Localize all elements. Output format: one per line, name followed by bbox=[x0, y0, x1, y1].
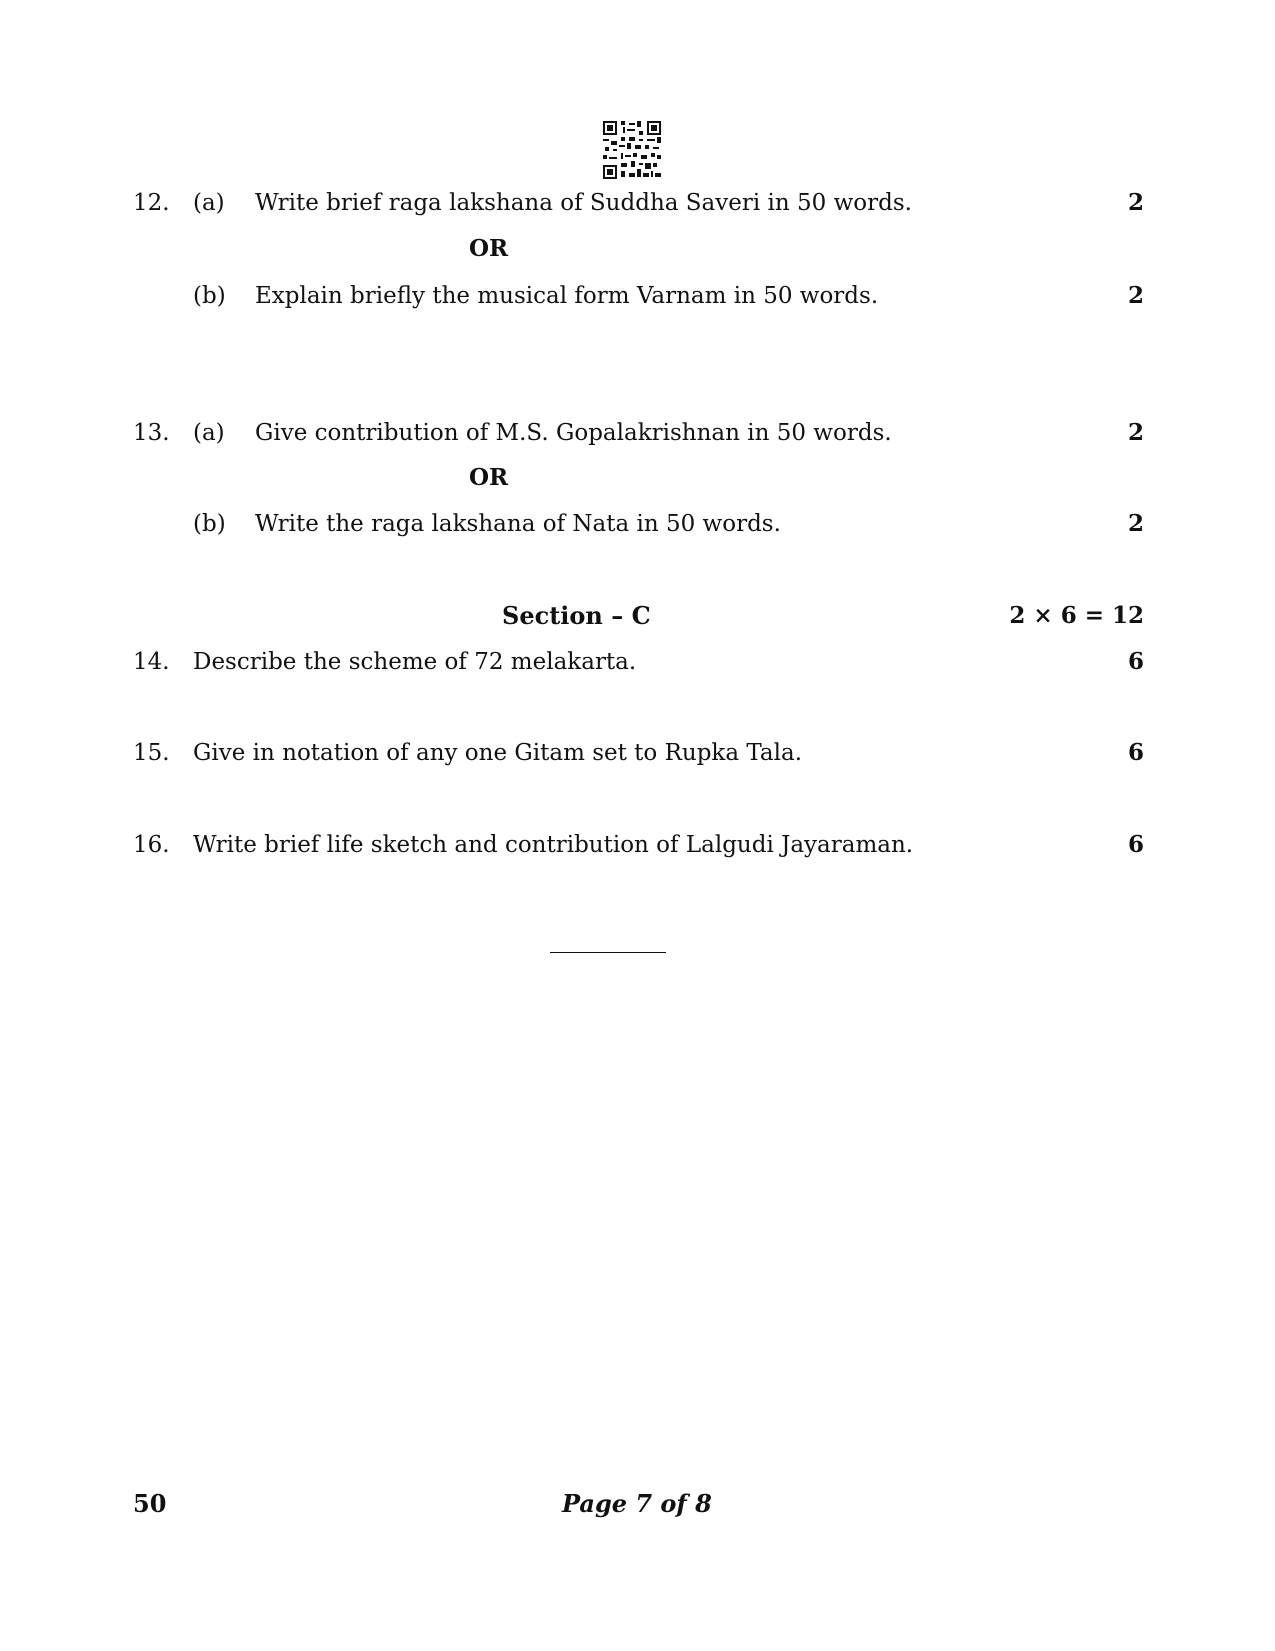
question-15-marks: 6 bbox=[1127, 739, 1144, 766]
question-12-number: 12. bbox=[133, 190, 170, 216]
question-12-or: OR bbox=[469, 235, 509, 262]
question-15-text: Give in notation of any one Gitam set to Rupka Tala. bbox=[193, 740, 803, 766]
question-13a-marks: 2 bbox=[1127, 419, 1144, 446]
page-number: Page 7 of 8 bbox=[562, 1489, 712, 1518]
question-16-marks: 6 bbox=[1127, 831, 1144, 858]
question-13-or: OR bbox=[469, 464, 509, 491]
question-14-number: 14. bbox=[133, 649, 170, 675]
question-14-text: Describe the scheme of 72 melakarta. bbox=[193, 649, 637, 675]
question-13b-label: (b) bbox=[193, 511, 226, 537]
question-16-text: Write brief life sketch and contribution of Lalgudi Jayaraman. bbox=[193, 832, 914, 858]
question-12b-marks: 2 bbox=[1127, 282, 1144, 309]
qr-code-icon bbox=[603, 121, 661, 179]
section-c-marks-scheme: 2 × 6 = 12 bbox=[1009, 602, 1144, 629]
question-13b-text: Write the raga lakshana of Nata in 50 words. bbox=[255, 511, 781, 537]
question-12b-text: Explain briefly the musical form Varnam in 50 words. bbox=[255, 283, 879, 309]
question-12a-label: (a) bbox=[193, 190, 225, 216]
paper-code: 50 bbox=[133, 1489, 167, 1518]
section-c-title: Section – C bbox=[502, 601, 651, 630]
question-16-number: 16. bbox=[133, 832, 170, 858]
end-divider bbox=[550, 952, 666, 953]
question-13b-marks: 2 bbox=[1127, 510, 1144, 537]
question-13-number: 13. bbox=[133, 420, 170, 446]
question-12b-label: (b) bbox=[193, 283, 226, 309]
question-13a-label: (a) bbox=[193, 420, 225, 446]
question-12a-text: Write brief raga lakshana of Suddha Saveri in 50 words. bbox=[255, 190, 912, 216]
question-12a-marks: 2 bbox=[1127, 189, 1144, 216]
question-15-number: 15. bbox=[133, 740, 170, 766]
question-13a-text: Give contribution of M.S. Gopalakrishnan in 50 words. bbox=[255, 420, 892, 446]
question-14-marks: 6 bbox=[1127, 648, 1144, 675]
